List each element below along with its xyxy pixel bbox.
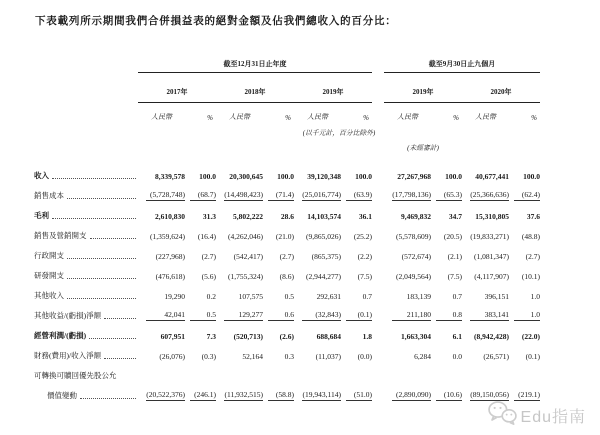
table-row (34, 161, 540, 181)
cell-value: (48.8) (521, 232, 540, 241)
row-label: 研發開支 (34, 271, 64, 280)
cell-value: (32,843) (302, 310, 341, 321)
cell-value: (2.7) (201, 252, 216, 261)
cell-value: (0.0) (357, 352, 372, 361)
year-2018: 2018年 (216, 73, 294, 103)
year-2019-9m: 2019年 (384, 73, 462, 103)
cell-value: 42,041 (146, 310, 185, 321)
row-label: 其他收益/(虧損)淨額 (34, 311, 102, 320)
cell-value: (20.5) (443, 232, 462, 241)
cell-value: (51.0) (346, 390, 372, 401)
cell-value: 383,141 (470, 310, 509, 321)
dot-leader (67, 198, 136, 199)
page-title: 下表載列所示期間我們合併損益表的絕對金額及佔我們總收入的百分比： (35, 16, 397, 27)
cell-value: (11,932,515) (224, 390, 263, 399)
cell-value: (520,713) (233, 332, 263, 341)
cell-value: (2.2) (357, 252, 372, 261)
cell-value: 0.6 (268, 310, 294, 321)
row-label: 行政開支 (34, 251, 64, 260)
row-label: 其他收入 (34, 291, 64, 300)
cell-value: 39,120,348 (307, 172, 341, 181)
cell-value: (2.1) (447, 252, 462, 261)
cell-value: 1.0 (530, 292, 540, 301)
dot-leader (67, 278, 136, 279)
cell-value: 27,267,968 (397, 172, 431, 181)
cell-value: (2.7) (525, 252, 540, 261)
year-header-row (34, 73, 540, 103)
cell-value: 107,575 (238, 292, 263, 301)
dot-leader (90, 238, 137, 239)
cell-value: (5.6) (201, 272, 216, 281)
cell-value: (4,262,046) (228, 232, 263, 241)
cell-value: 40,677,441 (475, 172, 509, 181)
cell-value: (2,944,277) (306, 272, 341, 281)
watermark-label: Edu指南 (520, 408, 586, 426)
row-label: 毛利 (34, 211, 49, 220)
table-row (34, 221, 540, 241)
cell-value: (227,968) (155, 252, 185, 261)
dot-leader (80, 398, 136, 399)
cell-value: 1,663,304 (401, 332, 431, 341)
row-label: 銷售成本 (34, 191, 64, 200)
rmb-header: 人民幣 (151, 113, 172, 121)
cell-value: 100.0 (445, 172, 462, 181)
cell-value: 31.3 (202, 212, 216, 221)
cell-value: (22.0) (521, 332, 540, 341)
cell-value: (16.4) (197, 232, 216, 241)
percent-header: % (285, 114, 291, 122)
cell-value: (542,417) (233, 252, 263, 261)
cell-value: (2.6) (279, 332, 294, 341)
cell-value: 607,951 (160, 332, 185, 341)
cell-value: 0.3 (284, 352, 294, 361)
dot-leader (52, 178, 136, 179)
cell-value: (1,081,347) (474, 252, 509, 261)
cell-value: 19,290 (164, 292, 185, 301)
year-2020-9m: 2020年 (462, 73, 540, 103)
cell-value: 6.1 (452, 332, 462, 341)
rmb-header: 人民幣 (229, 113, 250, 121)
cell-value: (8.6) (279, 272, 294, 281)
rmb-header: 人民幣 (307, 113, 328, 121)
cell-value: (17,798,136) (392, 190, 431, 199)
cell-value: 36.1 (358, 212, 372, 221)
table-row (34, 321, 540, 341)
cell-value: (572,674) (401, 252, 431, 261)
cell-value: 2,610,830 (155, 212, 185, 221)
row-label: 價值變動 (47, 391, 77, 400)
table-row (34, 301, 540, 321)
dot-leader (104, 318, 136, 319)
cell-value: 129,277 (224, 310, 263, 321)
cell-value: (0.3) (201, 352, 216, 361)
cell-value: 37.6 (526, 212, 540, 221)
cell-value: (8,942,428) (474, 332, 509, 341)
cell-value: (68.7) (190, 190, 216, 201)
cell-value: (0.1) (346, 310, 372, 321)
dot-leader (67, 258, 136, 259)
cell-value: (10.6) (436, 390, 462, 401)
cell-value: (1,755,324) (228, 272, 263, 281)
cell-value: (26,571) (483, 352, 509, 361)
cell-value: 100.0 (523, 172, 540, 181)
cell-value: (65.3) (436, 190, 462, 201)
cell-value: 15,310,805 (475, 212, 509, 221)
period-group-row (34, 53, 540, 73)
cell-value: 211,180 (392, 310, 431, 321)
dot-leader (52, 218, 136, 219)
table-row (34, 241, 540, 261)
table-body (34, 161, 540, 401)
cell-value: (246.1) (190, 390, 216, 401)
cell-value: (1,359,624) (150, 232, 185, 241)
year-2019: 2019年 (294, 73, 372, 103)
cell-value: (25.2) (353, 232, 372, 241)
row-label: 收入 (34, 171, 49, 180)
cell-value: (89,150,056) (470, 390, 509, 399)
cell-value: (58.8) (268, 390, 294, 401)
cell-value: (2,049,564) (396, 272, 431, 281)
cell-value: 0.0 (452, 352, 462, 361)
cell-value: 0.7 (362, 292, 372, 301)
unit-note-row (34, 122, 540, 137)
unaudited-note: (未經審計) (407, 145, 439, 152)
cell-value: (62.4) (514, 190, 540, 201)
cell-value: (19,943,114) (302, 390, 341, 399)
table-row (34, 361, 540, 381)
table-row (34, 381, 540, 401)
cell-value: 20,300,645 (229, 172, 263, 181)
cell-value: 0.8 (436, 310, 462, 321)
cell-value: 0.5 (190, 310, 216, 321)
rmb-header: 人民幣 (475, 113, 496, 121)
dot-leader (104, 358, 136, 359)
cell-value: 28.6 (280, 212, 294, 221)
cell-value: (10.1) (521, 272, 540, 281)
cell-value: (865,375) (311, 252, 341, 261)
cell-value: (7.5) (357, 272, 372, 281)
cell-value: 6,284 (414, 352, 431, 361)
cell-value: 0.2 (206, 292, 216, 301)
cell-value: 100.0 (199, 172, 216, 181)
cell-value: (0.1) (525, 352, 540, 361)
cell-value: 5,802,222 (233, 212, 263, 221)
cell-value: 52,164 (242, 352, 263, 361)
cell-value: (219.1) (514, 390, 540, 401)
cell-value: 0.5 (284, 292, 294, 301)
table-row (34, 261, 540, 281)
cell-value: 1.0 (514, 310, 540, 321)
cell-value: 8,339,578 (155, 172, 185, 181)
cell-value: (21.0) (275, 232, 294, 241)
cell-value: (2.7) (279, 252, 294, 261)
cell-value: 688,684 (316, 332, 341, 341)
cell-value: (2,890,090) (392, 390, 431, 401)
cell-value: (5,578,609) (396, 232, 431, 241)
year-2017: 2017年 (138, 73, 216, 103)
cell-value: (63.9) (346, 190, 372, 201)
table-row (34, 341, 540, 361)
percent-header: % (453, 114, 459, 122)
cell-value: (5,728,748) (146, 190, 185, 201)
percent-header: % (531, 114, 537, 122)
row-label: 經營利潤/(虧損) (34, 331, 87, 340)
income-statement-table (34, 53, 540, 401)
row-label: 銷售及營銷開支 (34, 231, 87, 240)
table-row (34, 201, 540, 221)
percent-header: % (363, 114, 369, 122)
table-row (34, 181, 540, 201)
wechat-logo-icon (487, 400, 517, 430)
cell-value: (4,117,907) (474, 272, 509, 281)
cell-value: (25,366,636) (470, 190, 509, 199)
cell-value: 7.3 (206, 332, 216, 341)
cell-value: (71.4) (268, 190, 294, 201)
cell-value: 100.0 (355, 172, 372, 181)
unit-header-row (34, 103, 540, 123)
dot-leader (89, 338, 136, 339)
cell-value: (26,076) (159, 352, 185, 361)
cell-value: 292,631 (316, 292, 341, 301)
unaudited-note-row (34, 137, 540, 152)
cell-value: 396,151 (484, 292, 509, 301)
watermark (487, 400, 586, 430)
group-header-nine-months: 截至9月30日止九個月 (384, 53, 540, 73)
cell-value: 183,139 (406, 292, 431, 301)
dot-leader (67, 298, 136, 299)
unit-note: (以千元計，百分比除外) (302, 130, 376, 137)
cell-value: (11,037) (315, 352, 341, 361)
percent-header: % (207, 114, 213, 122)
cell-value: (7.5) (447, 272, 462, 281)
cell-value: 14,103,574 (307, 212, 341, 221)
cell-value: 100.0 (277, 172, 294, 181)
cell-value: 1.8 (362, 332, 372, 341)
cell-value: 34.7 (448, 212, 462, 221)
cell-value: (20,522,376) (146, 390, 185, 399)
table-row (34, 281, 540, 301)
group-header-annual: 截至12月31日止年度 (138, 53, 372, 73)
cell-value: 0.7 (452, 292, 462, 301)
cell-value: (14,498,423) (224, 190, 263, 199)
cell-value: (25,016,774) (302, 190, 341, 199)
cell-value: (19,833,271) (470, 232, 509, 241)
rmb-header: 人民幣 (397, 113, 418, 121)
cell-value: (476,618) (155, 272, 185, 281)
row-label: 財務(費用)/收入淨額 (34, 351, 102, 360)
cell-value: (9,865,026) (306, 232, 341, 241)
cell-value: 9,469,832 (401, 212, 431, 221)
row-label: 可轉換可贖回優先股公允 (34, 371, 117, 380)
